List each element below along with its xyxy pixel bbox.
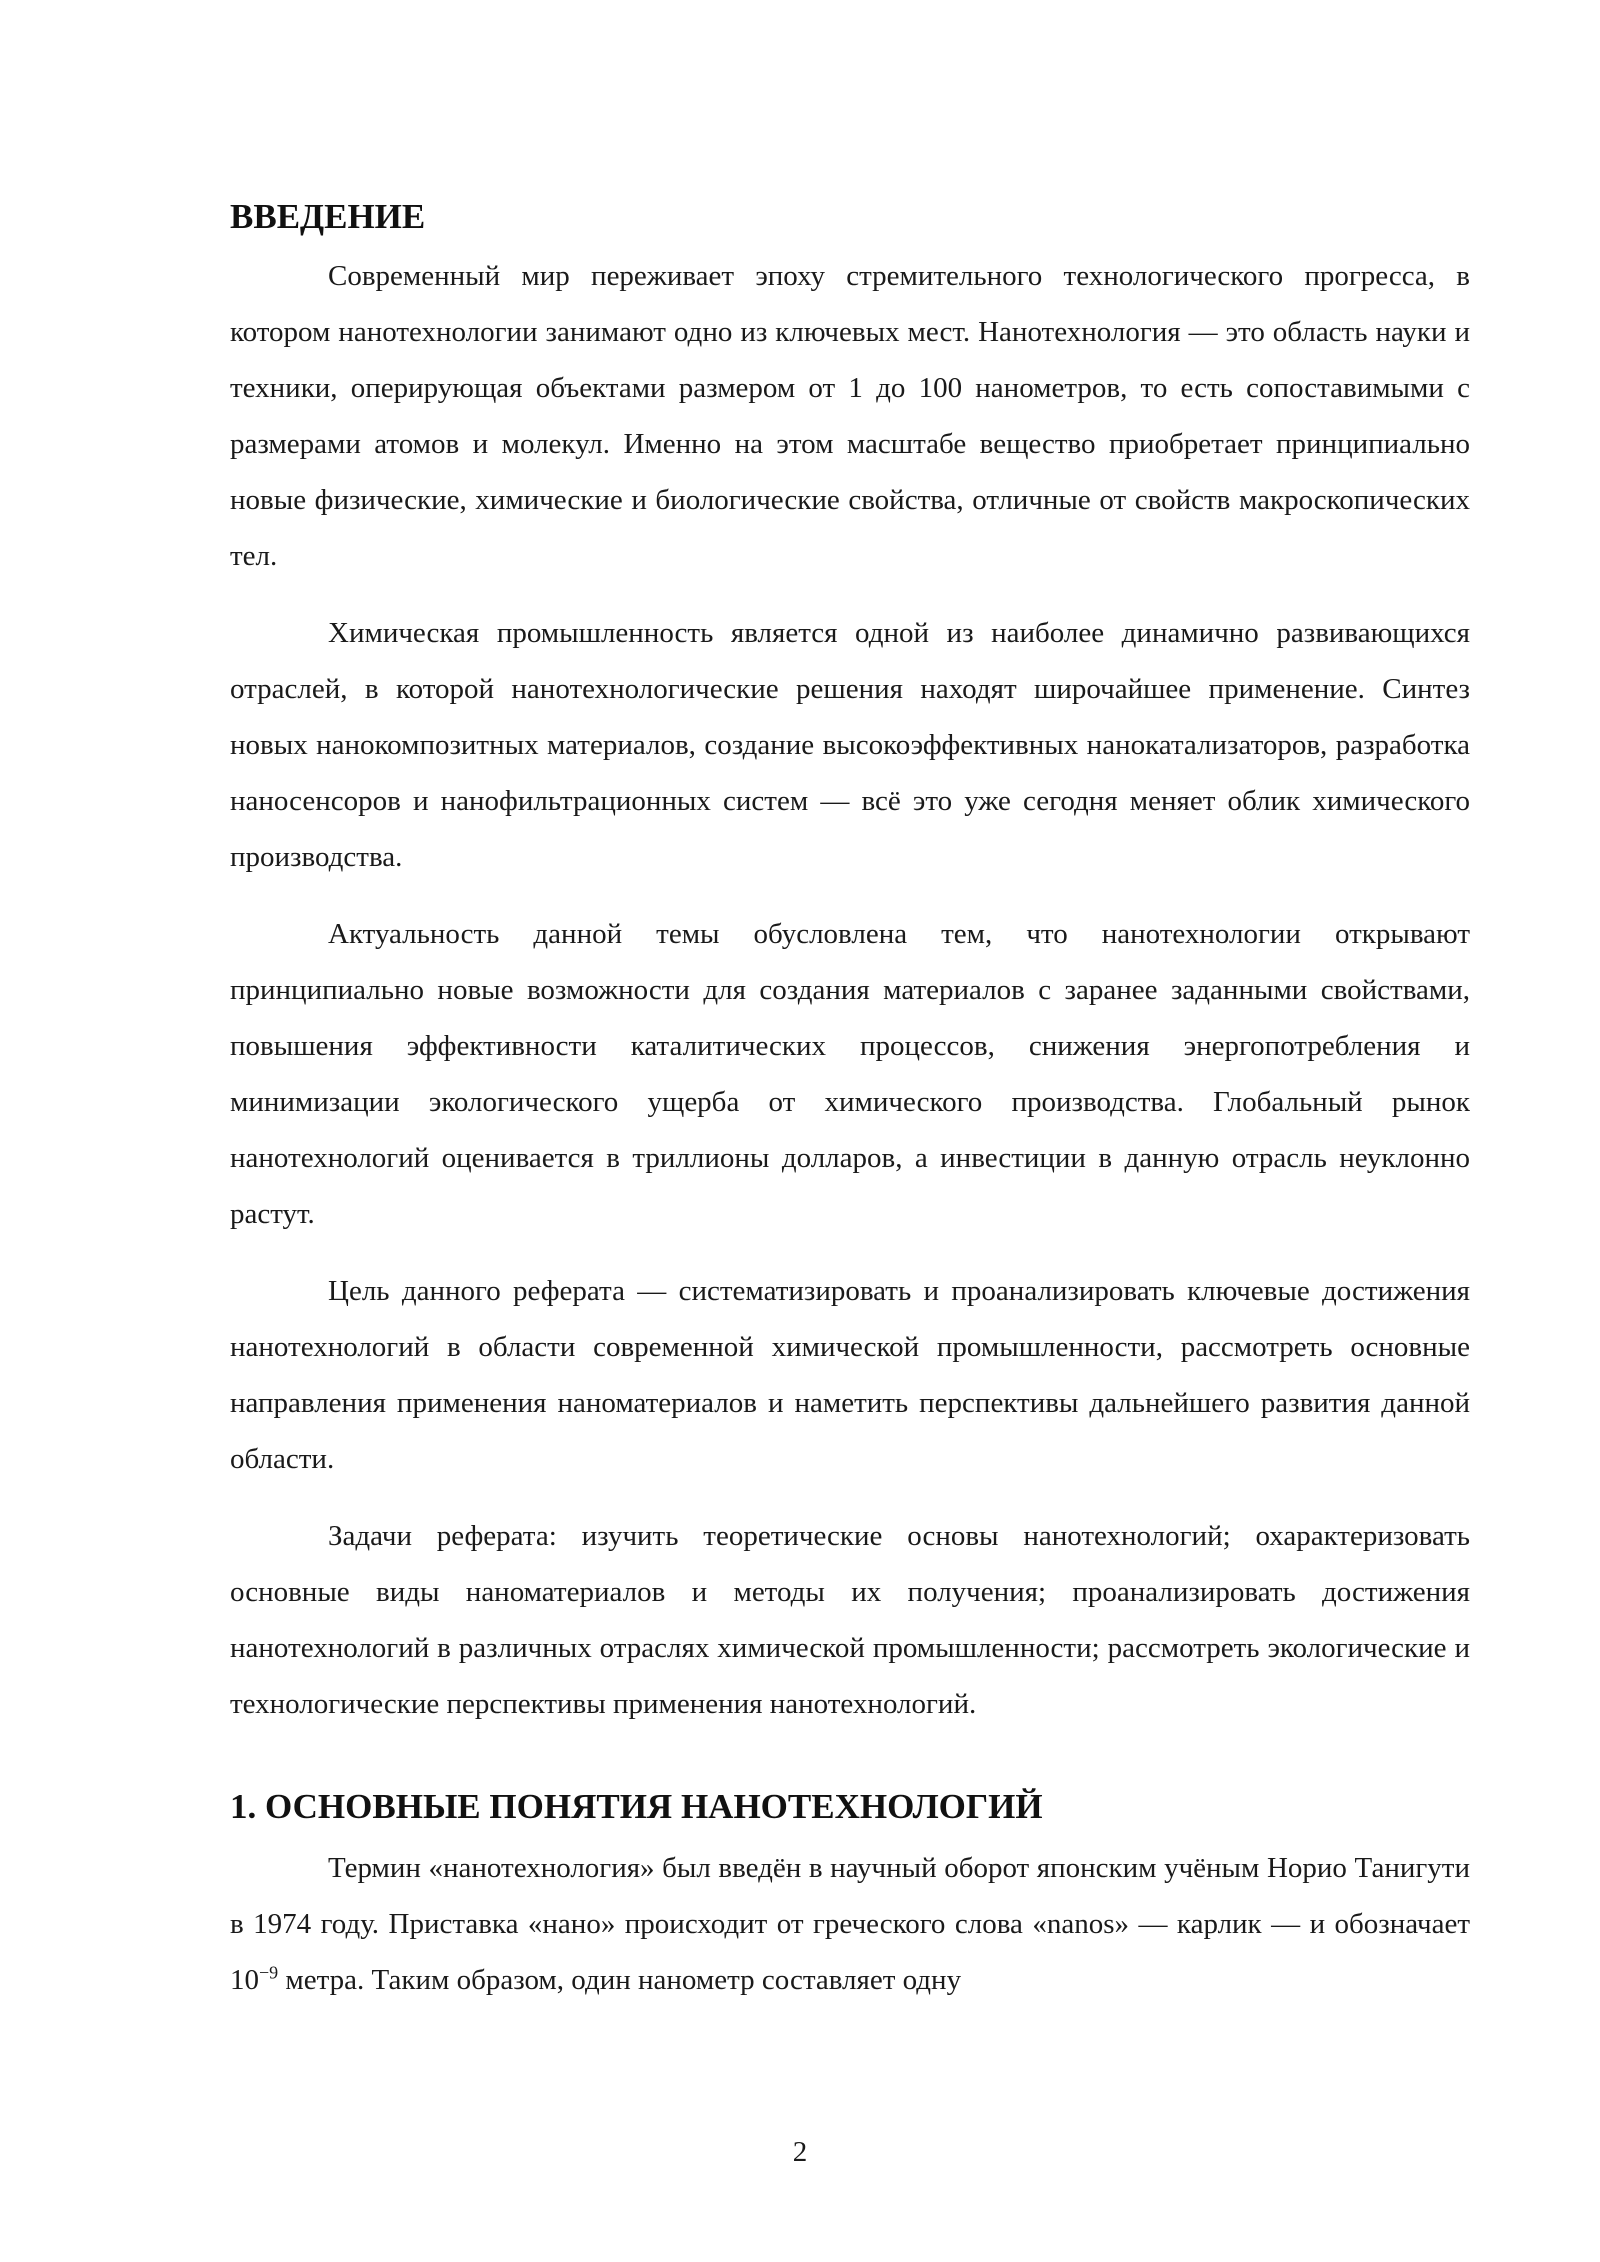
intro-paragraph-4: Цель данного реферата — систематизировать и проанализировать ключевые достижения нанотехнологий в области современной химической промышленности, рассмотреть основные направления применения наноматериалов и наметить перспективы дальнейшего развития данной области. [230, 1275, 1470, 1475]
intro-heading: ВВЕДЕНИЕ [230, 197, 426, 236]
page-content [230, 190, 1470, 2008]
section-1-text-start: Термин «нанотехнология» был введён в научный оборот японским учёным Норио Танигути в 1974 году. Приставка «нано» происходит от греческого слова «nanos» — карлик — и обозначает 10 [230, 1852, 1470, 1996]
exponent: −9 [259, 1962, 279, 1983]
intro-paragraph-1: Современный мир переживает эпоху стремительного технологического прогресса, в котором нанотехнологии занимают одно из ключевых мест. Нанотехнология — это область науки и техники, оперирующая объектами размером от 1 до 100 нанометров, то есть сопоставимыми с размерами атомов и молекул. Именно на этом масштабе вещество приобретает принципиально новые физические, химические и биологические свойства, отличные от свойств макроскопических тел. [230, 260, 1470, 572]
intro-paragraph-3: Актуальность данной темы обусловлена тем, что нанотехнологии открывают принципиально новые возможности для создания материалов с заранее заданными свойствами, повышения эффективности каталитических процессов, снижения энергопотребления и минимизации экологического ущерба от химического производства. Глобальный рынок нанотехнологий оценивается в триллионы долларов, а инвестиции в данную отрасль неуклонно растут. [230, 918, 1470, 1230]
page-number: 2 [792, 2136, 808, 2168]
intro-paragraph-5: Задачи реферата: изучить теоретические основы нанотехнологий; охарактеризовать основные виды наноматериалов и методы их получения; проанализировать достижения нанотехнологий в различных отраслях химической промышленности; рассмотреть экологические и технологические перспективы применения нанотехнологий. [230, 1520, 1470, 1720]
section-1-paragraph-1 [230, 1840, 1470, 2008]
intro-paragraph-2: Химическая промышленность является одной из наиболее динамично развивающихся отраслей, в которой нанотехнологические решения находят широчайшее применение. Синтез новых нанокомпозитных материалов, создание высокоэффективных нанокатализаторов, разработка наносенсоров и нанофильтрационных систем — всё это уже сегодня меняет облик химического производства. [230, 617, 1470, 873]
section-1-text-end: метра. Таким образом, один нанометр составляет одну [278, 1964, 962, 1996]
section-1-heading: 1. ОСНОВНЫЕ ПОНЯТИЯ НАНОТЕХНОЛОГИЙ [230, 1787, 1043, 1826]
